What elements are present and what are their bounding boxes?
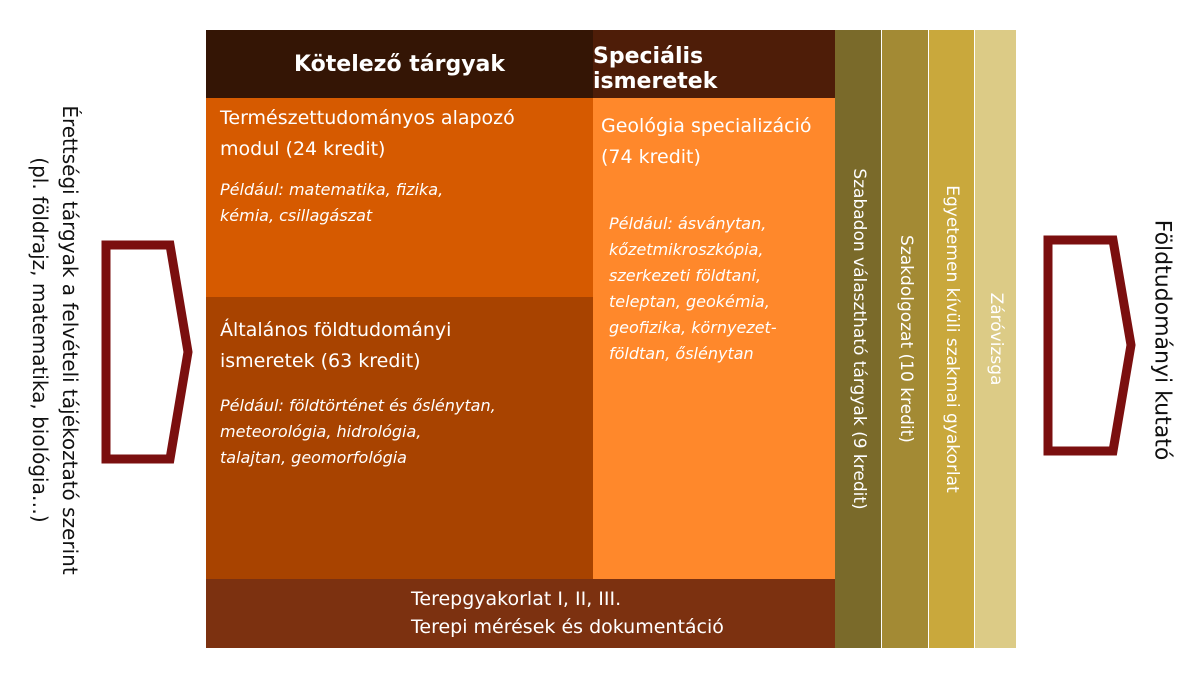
elective-subjects-label: Szabadon választható tárgyak (9 kredit) xyxy=(848,168,869,510)
fieldwork-line2: Terepi mérések és dokumentáció xyxy=(411,616,724,638)
external-internship-column xyxy=(929,30,975,648)
career-outcome-note xyxy=(1140,180,1184,500)
input-arrow-icon xyxy=(100,237,195,467)
column-divider xyxy=(881,30,882,648)
mandatory-subjects-header-label: Kötelező tárgyak xyxy=(293,51,506,77)
career-outcome-label: Földtudományi kutató xyxy=(1149,219,1175,461)
general-geoscience-example: Például: földtörténet és őslénytan, xyxy=(220,396,496,415)
geology-specialization-title-line1: Geológia specializáció xyxy=(601,115,812,137)
science-module-title-line2: modul (24 kredit) xyxy=(220,138,386,160)
geology-specialization-example: szerkezeti földtani, xyxy=(609,266,762,285)
external-internship-label: Egyetemen kívüli szakmai gyakorlat xyxy=(942,185,962,493)
general-geoscience-title-line2: ismeretek (63 kredit) xyxy=(220,350,421,372)
special-knowledge-header-label: Speciális ismeretek xyxy=(593,44,718,94)
output-arrow-icon xyxy=(1041,233,1138,458)
final-exam-column xyxy=(975,30,1016,648)
elective-subjects-column xyxy=(835,30,882,648)
entry-requirements-note xyxy=(20,95,90,585)
column-divider xyxy=(974,30,975,648)
geology-specialization-block xyxy=(593,98,835,579)
general-geoscience-block xyxy=(206,297,593,579)
entry-requirements-line2: (pl. földrajz, matematika, biológia…) xyxy=(28,157,52,523)
mandatory-subjects-header xyxy=(206,30,593,98)
fieldwork-block xyxy=(206,579,835,648)
geology-specialization-example: geofizika, környezet- xyxy=(609,318,777,337)
geology-specialization-example: teleptan, geokémia, xyxy=(609,292,770,311)
science-module-title-line1: Természettudományos alapozó xyxy=(220,107,515,129)
science-module-block xyxy=(206,98,593,297)
geology-specialization-example: kőzetmikroszkópia, xyxy=(609,240,764,259)
geology-specialization-example: földtan, őslénytan xyxy=(609,344,754,363)
science-module-example: Például: matematika, fizika, xyxy=(220,180,444,199)
science-module-example: kémia, csillagászat xyxy=(220,206,373,225)
general-geoscience-example: talajtan, geomorfológia xyxy=(220,448,407,467)
fieldwork-line1: Terepgyakorlat I, II, III. xyxy=(411,588,622,610)
general-geoscience-title-line1: Általános földtudományi xyxy=(220,319,452,341)
thesis-column xyxy=(882,30,929,648)
final-exam-label: Záróvizsga xyxy=(985,292,1006,386)
entry-requirements-line1: Érettségi tárgyak a felvételi tájékoztató szerint xyxy=(58,105,82,575)
general-geoscience-example: meteorológia, hidrológia, xyxy=(220,422,422,441)
thesis-label: Szakdolgozat (10 kredit) xyxy=(895,235,916,443)
special-knowledge-header xyxy=(593,30,835,98)
geology-specialization-example: Például: ásványtan, xyxy=(609,214,767,233)
geology-specialization-title-line2: (74 kredit) xyxy=(601,146,701,168)
column-divider xyxy=(928,30,929,648)
